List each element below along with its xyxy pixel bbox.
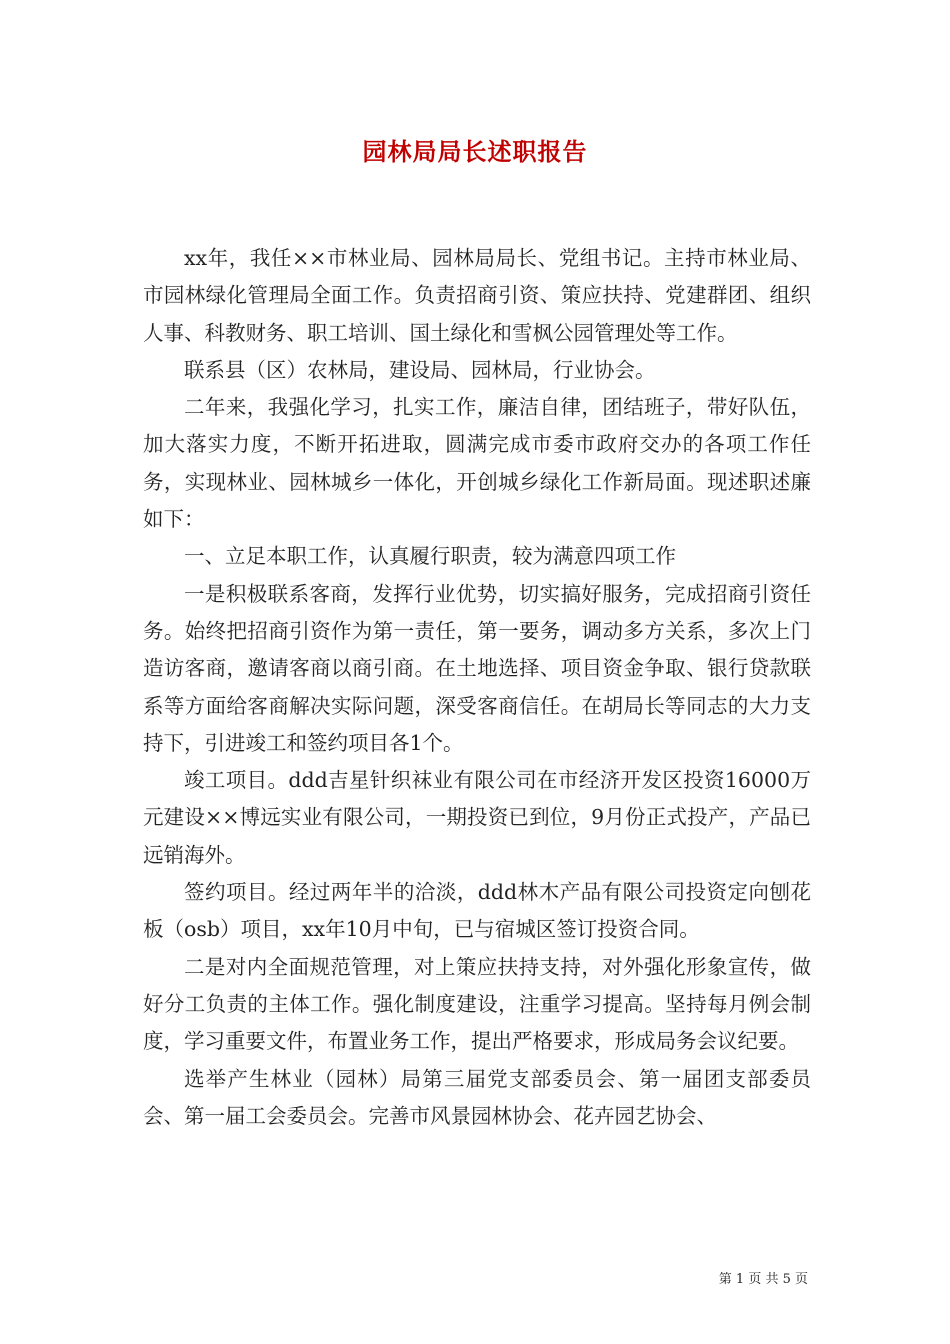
paragraph: xx年，我任××市林业局、园林局局长、党组书记。主持市林业局、市园林绿化管理局全面工作。负责招商引资、策应扶持、党建群团、组织人事、科教财务、职工培训、国土绿化和雪枫公园管理处等工作。 bbox=[143, 246, 811, 345]
paragraph: 一是积极联系客商，发挥行业优势，切实搞好服务，完成招商引资任务。始终把招商引资作为第一责任，第一要务，调动多方关系，多次上门造访客商，邀请客商以商引商。在土地选择、项目资金争取、银行贷款联系等方面给客商解决实际问题，深受客商信任。在胡局长等同志的大力支持下，引进竣工和签约项目各1个。 bbox=[143, 581, 811, 755]
paragraph: 选举产生林业（园林）局第三届党支部委员会、第一届团支部委员会、第一届工会委员会。完善市风景园林协会、花卉园艺协会、 bbox=[143, 1066, 811, 1128]
paragraph: 签约项目。经过两年半的洽淡，ddd林木产品有限公司投资定向刨花板（osb）项目，xx年10月中旬，已与宿城区签订投资合同。 bbox=[143, 880, 811, 942]
paragraph: 竣工项目。ddd吉星针织袜业有限公司在市经济开发区投资16000万元建设××博远实业有限公司，一期投资已到位，9月份正式投产，产品已远销海外。 bbox=[143, 768, 811, 867]
document-body bbox=[143, 240, 811, 1135]
paragraph: 二是对内全面规范管理，对上策应扶持支持，对外强化形象宣传，做好分工负责的主体工作。强化制度建设，注重学习提高。坚持每月例会制度，学习重要文件，布置业务工作，提出严格要求，形成局务会议纪要。 bbox=[143, 954, 811, 1054]
document-title: 园林局局长述职报告 bbox=[362, 137, 588, 166]
paragraph: 联系县（区）农林局，建设局、园林局，行业协会。 bbox=[184, 357, 656, 382]
section-heading: 一、立足本职工作，认真履行职责，较为满意四项工作 bbox=[184, 544, 676, 569]
paragraph: 二年来，我强化学习，扎实工作，廉洁自律，团结班子，带好队伍，加大落实力度，不断开拓进取，圆满完成市委市政府交办的各项工作任务，实现林业、园林城乡一体化，开创城乡绿化工作新局面。现述职述廉如下： bbox=[143, 395, 811, 532]
page-number-footer: 第 1 页 共 5 页 bbox=[718, 1272, 808, 1287]
